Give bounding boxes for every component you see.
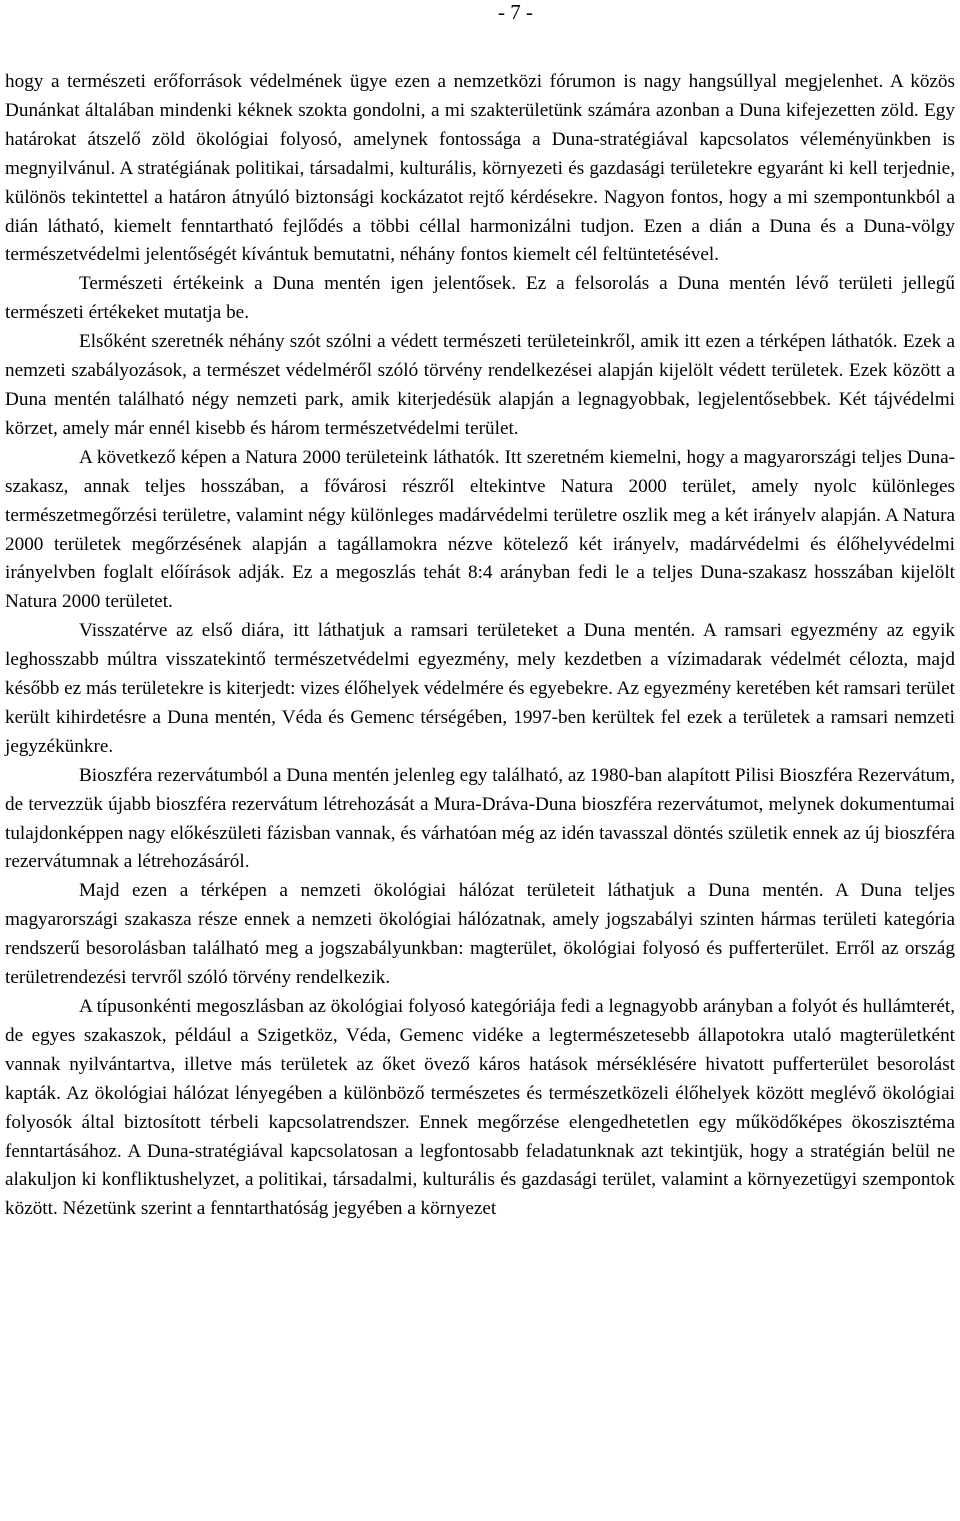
paragraph: Visszatérve az első diára, itt láthatjuk a ramsari területeket a Duna mentén. A ramsari egyezmény az egyik leghosszabb múltra visszatekintő természetvédelmi egyezmény, mely kezdetben a vízimadarak védelmét célozta, majd később ez más területekre is kiterjedt: vizes élőhelyek védelmére és egyebekre. Az egyezmény keretében két ramsari terület került kihirdetésre a Duna mentén, Véda és Gemenc térségében, 1997-ben kerültek fel ezek a területek a ramsari nemzeti jegyzékünkre.: [5, 620, 955, 757]
paragraph: Természeti értékeink a Duna mentén igen jelentősek. Ez a felsorolás a Duna mentén lévő területi jellegű természeti értékeket mutatja be.: [5, 273, 955, 324]
document-body: [5, 68, 955, 1224]
paragraph: Elsőként szeretnék néhány szót szólni a védett természeti területeinkről, amik itt ezen a térképen láthatók. Ezek a nemzeti szabályozások, a természet védelméről szóló törvény rendelkezései alapján kijelölt védett területek. Ezek között a Duna mentén található négy nemzeti park, amik kiterjedésük alapján a legnagyobbak, legjelentősebbek. Két tájvédelmi körzet, amely már ennél kisebb és három természetvédelmi terület.: [5, 331, 955, 439]
paragraph: A típusonkénti megoszlásban az ökológiai folyosó kategóriája fedi a legnagyobb arányban a folyót és hullámterét, de egyes szakaszok, például a Szigetköz, Véda, Gemenc vidéke a legtermészetesebb állapotokra utaló magterületként vannak nyilvántartva, illetve más területek az őket övező káros hatások mérséklésére hivatott pufferterület besorolást kapták. Az ökológiai hálózat lényegében a különböző természetes és természetközeli élőhelyek között meglévő ökológiai folyosók által biztosított térbeli kapcsolatrendszer. Ennek megőrzése elengedhetetlen egy működőképes ökoszisztéma fenntartásához. A Duna-stratégiával kapcsolatosan a legfontosabb feladatunknak azt tekintjük, hogy a stratégián belül ne alakuljon ki konfliktushelyzet, a politikai, társadalmi, kulturális és gazdasági terület, valamint a környezetügyi szempontok között. Nézetünk szerint a fenntarthatóság jegyében a környezet: [5, 996, 955, 1220]
paragraph: A következő képen a Natura 2000 területeink láthatók. Itt szeretném kiemelni, hogy a magyarországi teljes Duna-szakasz, annak teljes hosszában, a fővárosi részről eltekintve Natura 2000 terület, amely nyolc különleges természetmegőrzési területre, valamint négy különleges madárvédelmi területre oszlik meg a két irányelv alapján. A Natura 2000 területek megőrzésének alapján a tagállamokra nézve kötelező két irányelv, madárvédelmi és élőhelyvédelmi irányelvben foglalt előírások adják. Ez a megoszlás tehát 8:4 arányban fedi le a teljes Duna-szakasz hosszában kijelölt Natura 2000 területet.: [5, 446, 955, 613]
page-number: - 7 -: [498, 0, 533, 24]
paragraph: hogy a természeti erőforrások védelmének ügye ezen a nemzetközi fórumon is nagy hangsúllyal megjelenhet. A közös Dunánkat általában mindenki kéknek szokta gondolni, a mi szakterületünk számára azonban a Duna kifejezetten zöld. Egy határokat átszelő zöld ökológiai folyosó, amelynek fontossága a Duna-stratégiával kapcsolatos véleményünkben is megnyilvánul. A stratégiának politikai, társadalmi, kulturális, környezeti és gazdasági területekre egyaránt ki kell terjednie, különös tekintettel a határon átnyúló biztonsági kockázatot rejtő kérdésekre. Nagyon fontos, hogy a mi szempontunkból a dián látható, kiemelt fenntartható fejlődés a többi céllal harmonizálni tudjon. Ezen a dián a Duna és a Duna-völgy természetvédelmi jelentőségét kívántuk bemutatni, néhány fontos kiemelt cél feltüntetésével.: [5, 71, 955, 266]
paragraph: Majd ezen a térképen a nemzeti ökológiai hálózat területeit láthatjuk a Duna mentén. A Duna teljes magyarországi szakasza része ennek a nemzeti ökológiai hálózatnak, amely jogszabályi szinten hármas területi kategória rendszerű besorolásban található meg a jogszabályunkban: magterület, ökológiai folyosó és pufferterület. Erről az ország területrendezési tervről szóló törvény rendelkezik.: [5, 880, 955, 989]
paragraph: Bioszféra rezervátumból a Duna mentén jelenleg egy található, az 1980-ban alapított Pilisi Bioszféra Rezervátum, de tervezzük újabb bioszféra rezervátum létrehozását a Mura-Dráva-Duna bioszféra rezervátumot, melynek dokumentumai tulajdonképpen nagy előkészületi fázisban vannak, és várhatóan még az idén tavasszal döntés születik ennek az új bioszféra rezervátumnak a létrehozásáról.: [5, 764, 955, 873]
